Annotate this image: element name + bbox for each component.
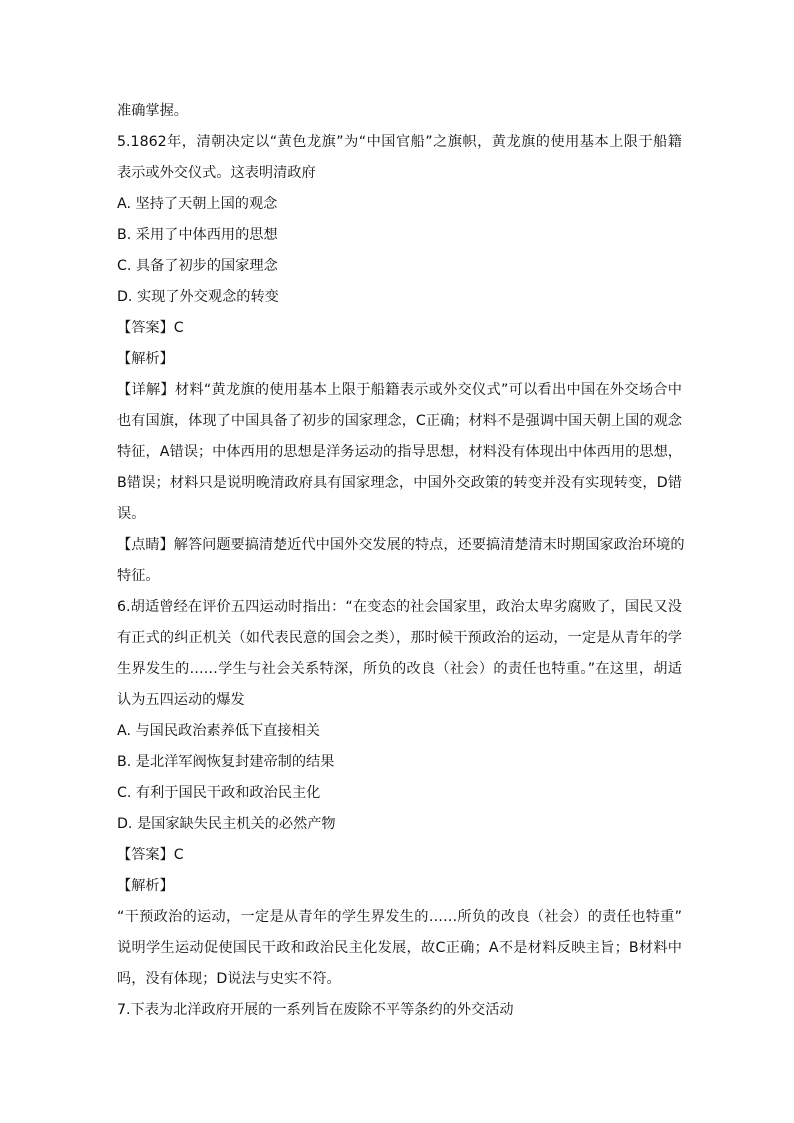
question-5-detail-line-4: B错误；材料只是说明晚清政府具有国家理念，中国外交政策的转变并没有实现转变，D错 [117,475,682,491]
question-5-option-a: A. 坚持了天朝上国的观念 [117,196,278,212]
question-5-analysis-heading: 【解析】 [117,351,174,367]
question-6-option-a: A. 与国民政治素养低下直接相关 [117,723,320,739]
question-6-stem-line-2: 有正式的纠正机关（如代表民意的国会之类），那时候干预政治的运动，一定是从青年的学 [117,630,682,646]
question-6-option-d: D. 是国家缺失民主机关的必然产物 [117,816,336,832]
question-6-analysis-line-3: 吗，没有体现；D说法与史实不符。 [117,971,341,987]
text-line-1: 准确掌握。 [117,103,188,119]
question-5-option-b: B. 采用了中体西用的思想 [117,227,278,243]
question-6-stem-line-4: 认为五四运动的爆发 [117,692,245,708]
question-5-detail-line-3: 特征，A错误；中体西用的思想是洋务运动的指导思想，材料没有体现出中体西用的思想， [117,444,682,460]
question-5-stem-line-2: 表示或外交仪式。这表明清政府 [117,165,316,181]
question-6-analysis-line-2: 说明学生运动促使国民干政和政治民主化发展，故C正确；A不是材料反映主旨；B材料中 [117,940,682,956]
question-5-answer: 【答案】C [117,320,184,336]
question-6-stem-line-3: 生界发生的……学生与社会关系特深，所负的改良（社会）的责任也特重。”在这里，胡适 [117,661,682,677]
question-5-detail-line-5: 误。 [117,506,146,522]
question-5-detail-line-2: 也有国旗，体现了中国具备了初步的国家理念，C正确；材料不是强调中国天朝上国的观念 [117,413,682,429]
question-5-stem-line-1: 5.1862年，清朝决定以“黄色龙旗”为“中国官船”之旗帜，黄龙旗的使用基本上限于船籍 [117,134,682,150]
document-page [117,96,685,1026]
question-7-stem-line-1: 7.下表为北洋政府开展的一系列旨在废除不平等条约的外交活动 [117,1002,514,1018]
question-6-option-c: C. 有利于国民干政和政治民主化 [117,785,321,801]
question-5-detail-line-1: 【详解】材料“黄龙旗的使用基本上限于船籍表示或外交仪式”可以看出中国在外交场合中 [117,382,682,398]
question-6-stem-line-1: 6.胡适曾经在评价五四运动时指出：“在变态的社会国家里，政治太卑劣腐败了，国民又没 [117,599,682,615]
question-5-tip-line-2: 特征。 [117,568,160,584]
question-5-option-d: D. 实现了外交观念的转变 [117,289,279,305]
question-6-analysis-heading: 【解析】 [117,878,174,894]
question-6-answer: 【答案】C [117,847,184,863]
question-6-analysis-line-1: “干预政治的运动，一定是从青年的学生界发生的……所负的改良（社会）的责任也特重” [117,909,682,925]
question-5-option-c: C. 具备了初步的国家理念 [117,258,278,274]
question-5-tip-line-1: 【点睛】解答问题要搞清楚近代中国外交发展的特点，还要搞清楚清末时期国家政治环境的 [117,537,685,553]
question-6-option-b: B. 是北洋军阀恢复封建帝制的结果 [117,754,335,770]
